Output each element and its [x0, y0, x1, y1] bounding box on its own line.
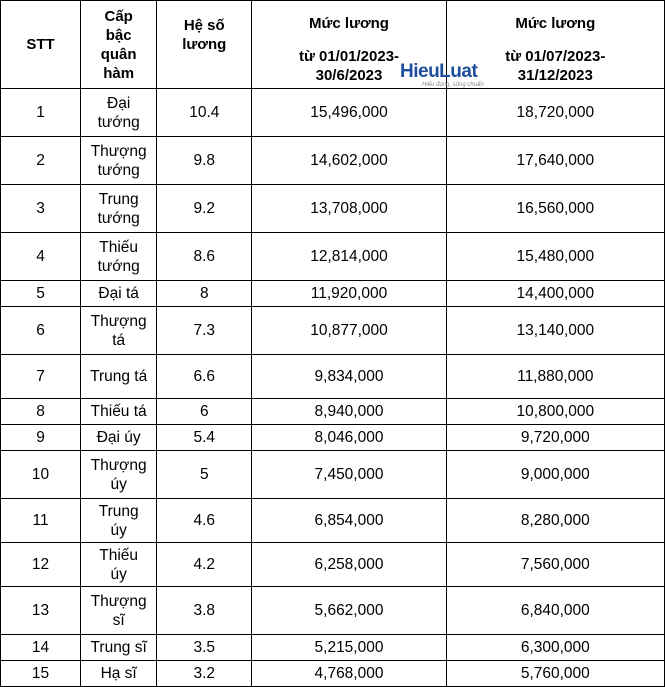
rank-cell: Trung úy	[81, 499, 157, 543]
rank-cell: Trung tá	[81, 355, 157, 399]
stt-cell: 12	[1, 543, 81, 587]
rank-cell: Đại úy	[81, 425, 157, 451]
rank-cell: Thiếu tướng	[81, 233, 157, 281]
coef-cell: 4.6	[157, 499, 252, 543]
salary-2-cell: 7,560,000	[446, 543, 664, 587]
coef-cell: 4.2	[157, 543, 252, 587]
watermark-tagline: Hiểu đúng, sống chuẩn	[422, 82, 484, 88]
stt-cell: 15	[1, 661, 81, 687]
header-salary-1-title: Mức lương	[309, 14, 389, 32]
salary-2-cell: 9,720,000	[446, 425, 664, 451]
rank-cell: Đại tá	[81, 281, 157, 307]
salary-2-cell: 16,560,000	[446, 185, 664, 233]
header-salary-2	[446, 1, 664, 89]
stt-cell: 6	[1, 307, 81, 355]
table-row	[1, 425, 665, 451]
rank-cell: Hạ sĩ	[81, 661, 157, 687]
stt-cell: 7	[1, 355, 81, 399]
stt-cell: 14	[1, 635, 81, 661]
coef-cell: 6.6	[157, 355, 252, 399]
stt-cell: 9	[1, 425, 81, 451]
rank-cell: Thiếu úy	[81, 543, 157, 587]
stt-cell: 13	[1, 587, 81, 635]
rank-cell: Thiếu tá	[81, 399, 157, 425]
stt-cell: 11	[1, 499, 81, 543]
header-rank-text: Cấp bậc quân hàm	[100, 7, 137, 82]
stt-cell: 10	[1, 451, 81, 499]
stt-cell: 3	[1, 185, 81, 233]
header-rank	[81, 1, 157, 89]
rank-cell: Thượng tá	[81, 307, 157, 355]
coef-cell: 5.4	[157, 425, 252, 451]
salary-2-cell: 17,640,000	[446, 137, 664, 185]
header-salary-2-title: Mức lương	[515, 14, 596, 32]
table-row	[1, 499, 665, 543]
table-row	[1, 89, 665, 137]
coef-cell: 7.3	[157, 307, 252, 355]
salary-2-cell: 18,720,000	[446, 89, 664, 137]
rank-cell: Đại tướng	[81, 89, 157, 137]
header-salary-2-period: từ 01/07/2023- 31/12/2023	[505, 47, 606, 84]
table-row	[1, 307, 665, 355]
table-row	[1, 635, 665, 661]
salary-1-cell: 14,602,000	[252, 137, 446, 185]
table-row	[1, 661, 665, 687]
coef-cell: 6	[157, 399, 252, 425]
coef-cell: 3.2	[157, 661, 252, 687]
salary-1-cell: 7,450,000	[252, 451, 446, 499]
salary-2-cell: 10,800,000	[446, 399, 664, 425]
stt-cell: 4	[1, 233, 81, 281]
coef-cell: 10.4	[157, 89, 252, 137]
salary-1-cell: 15,496,000	[252, 89, 446, 137]
rank-cell: Thượng úy	[81, 451, 157, 499]
salary-2-cell: 9,000,000	[446, 451, 664, 499]
salary-1-cell: 11,920,000	[252, 281, 446, 307]
stt-cell: 1	[1, 89, 81, 137]
salary-1-cell: 9,834,000	[252, 355, 446, 399]
table-row	[1, 451, 665, 499]
table-row	[1, 355, 665, 399]
salary-2-cell: 6,300,000	[446, 635, 664, 661]
table-row	[1, 543, 665, 587]
header-row	[1, 1, 665, 89]
salary-1-cell: 5,662,000	[252, 587, 446, 635]
rank-cell: Thượng sĩ	[81, 587, 157, 635]
header-coef-text: Hệ số lương	[182, 16, 227, 53]
table-row	[1, 185, 665, 233]
rank-cell: Trung tướng	[81, 185, 157, 233]
salary-2-cell: 11,880,000	[446, 355, 664, 399]
coef-cell: 3.8	[157, 587, 252, 635]
salary-2-cell: 8,280,000	[446, 499, 664, 543]
header-salary-1-period: từ 01/01/2023- 30/6/2023	[298, 47, 400, 84]
rank-cell: Trung sĩ	[81, 635, 157, 661]
salary-1-cell: 6,854,000	[252, 499, 446, 543]
table-row	[1, 399, 665, 425]
table-row	[1, 137, 665, 185]
stt-cell: 2	[1, 137, 81, 185]
salary-2-cell: 15,480,000	[446, 233, 664, 281]
coef-cell: 5	[157, 451, 252, 499]
header-stt: STT	[1, 1, 81, 89]
salary-1-cell: 5,215,000	[252, 635, 446, 661]
header-salary-1	[252, 1, 446, 89]
salary-1-cell: 4,768,000	[252, 661, 446, 687]
salary-2-cell: 6,840,000	[446, 587, 664, 635]
watermark-name: HieuLuat	[400, 61, 478, 82]
coef-cell: 9.8	[157, 137, 252, 185]
salary-1-cell: 10,877,000	[252, 307, 446, 355]
stt-cell: 5	[1, 281, 81, 307]
coef-cell: 3.5	[157, 635, 252, 661]
rank-cell: Thượng tướng	[81, 137, 157, 185]
salary-1-cell: 6,258,000	[252, 543, 446, 587]
stt-cell: 8	[1, 399, 81, 425]
salary-1-cell: 13,708,000	[252, 185, 446, 233]
salary-1-cell: 8,046,000	[252, 425, 446, 451]
salary-1-cell: 8,940,000	[252, 399, 446, 425]
salary-1-cell: 12,814,000	[252, 233, 446, 281]
coef-cell: 9.2	[157, 185, 252, 233]
salary-2-cell: 14,400,000	[446, 281, 664, 307]
salary-2-cell: 5,760,000	[446, 661, 664, 687]
header-coef	[157, 1, 252, 89]
table-row	[1, 233, 665, 281]
coef-cell: 8.6	[157, 233, 252, 281]
table-row	[1, 587, 665, 635]
coef-cell: 8	[157, 281, 252, 307]
table-row	[1, 281, 665, 307]
salary-2-cell: 13,140,000	[446, 307, 664, 355]
